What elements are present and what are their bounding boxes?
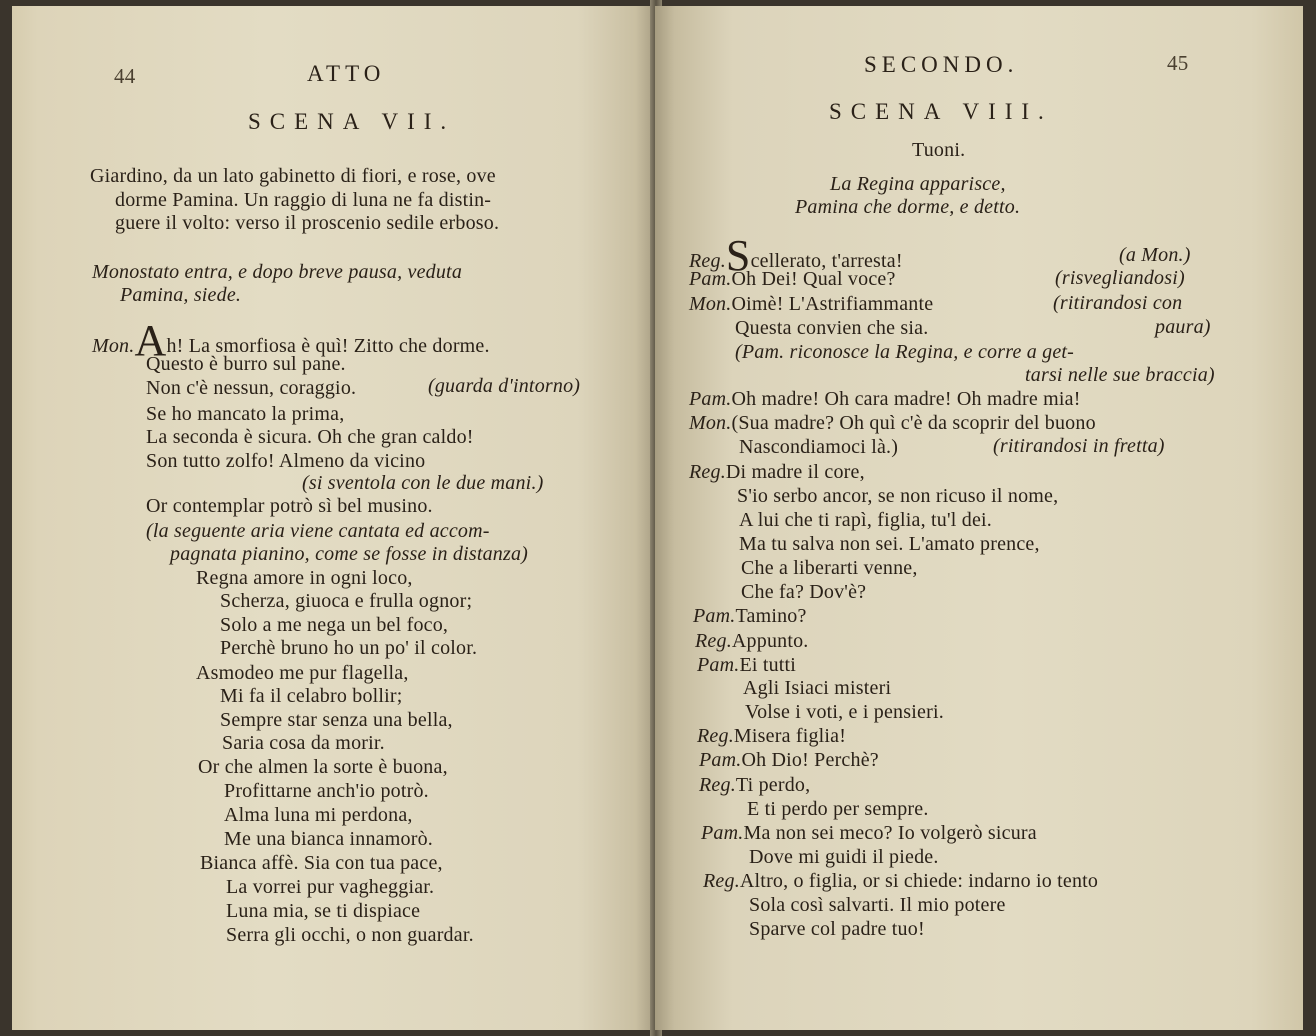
dialogue-line (689, 267, 896, 291)
aria-line: Mi fa il celabro bollir; (220, 685, 403, 707)
speaker-label: Mon. (92, 335, 135, 357)
speaker-label: Mon. (689, 412, 732, 434)
speaker-label: Reg. (695, 630, 732, 652)
stage-direction: La Regina apparisce, (830, 173, 1006, 195)
aria-line: La vorrei pur vagheggiar. (226, 876, 435, 898)
dialogue-line: La seconda è sicura. Oh che gran caldo! (146, 426, 474, 448)
speaker-label: Reg. (697, 725, 734, 747)
scene-subtitle: Tuoni. (912, 139, 966, 161)
aria-line: Luna mia, se ti dispiace (226, 900, 421, 922)
aside: paura) (1155, 316, 1211, 338)
dialogue-line: Questa convien che sia. (735, 317, 929, 339)
stage-direction: tarsi nelle sue braccia) (1025, 364, 1215, 386)
dialogue-line: Ma tu salva non sei. L'amato prence, (739, 533, 1040, 555)
speaker-label: Pam. (689, 388, 732, 410)
dialogue-line: S'io serbo ancor, se non ricuso il nome, (737, 485, 1059, 507)
dialogue-line (689, 460, 865, 484)
page-number: 45 (1167, 51, 1189, 75)
speaker-label: Pam. (697, 654, 740, 676)
aside: (si sventola con le due mani.) (302, 472, 544, 494)
aria-line: Bianca affè. Sia con tua pace, (200, 852, 443, 874)
dialogue-line (689, 387, 1081, 411)
dialogue-line (695, 629, 809, 653)
dialogue-text: cellerato, t'arresta! (750, 250, 903, 272)
dialogue-text: (Sua madre? Oh quì c'è da scoprir del buono (731, 412, 1096, 434)
scene-title: SCENA VIII. (829, 99, 1053, 124)
dialogue-line (693, 604, 807, 628)
dialogue-text: Appunto. (731, 630, 809, 652)
speaker-label: Mon. (689, 293, 732, 315)
dialogue-line: Non c'è nessun, coraggio. (146, 377, 357, 399)
dialogue-line: Sparve col padre tuo! (749, 918, 925, 940)
dialogue-line: Nascondiamoci là.) (739, 436, 899, 458)
left-page (12, 6, 655, 1030)
aside: (ritirandosi con (1053, 292, 1183, 314)
scene-title: SCENA VII. (248, 109, 456, 134)
page-number: 44 (114, 64, 136, 88)
aria-line: Regna amore in ogni loco, (196, 567, 413, 589)
aria-line: Or che almen la sorte è buona, (198, 756, 448, 778)
stage-direction: Monostato entra, e dopo breve pausa, veduta (92, 261, 463, 283)
dialogue-line: Sola così salvarti. Il mio potere (749, 894, 1006, 916)
dialogue-text: Tamino? (735, 605, 807, 627)
drop-cap: A (134, 316, 167, 365)
dialogue-line: Che a liberarti venne, (741, 557, 918, 579)
speaker-label: Pam. (689, 268, 732, 290)
dialogue-line (699, 773, 810, 797)
dialogue-text: Ma non sei meco? Io volgerò sicura (743, 822, 1037, 844)
dialogue-line (701, 821, 1037, 845)
dialogue-line: Che fa? Dov'è? (741, 581, 867, 603)
stage-direction: Pamina che dorme, e detto. (795, 196, 1021, 218)
dialogue-text: Oh Dio! Perchè? (741, 749, 879, 771)
dialogue-text: Oh Dei! Qual voce? (731, 268, 896, 290)
stage-direction: Pamina, siede. (120, 284, 242, 306)
dialogue-text: Ei tutti (739, 654, 797, 676)
setting-line: Giardino, da un lato gabinetto di fiori, e rose, ove (90, 165, 496, 187)
aria-line: Alma luna mi perdona, (224, 804, 413, 826)
running-head: SECONDO. (864, 52, 1019, 77)
dialogue-line: Se ho mancato la prima, (146, 403, 345, 425)
right-page (655, 6, 1303, 1030)
dialogue-line (699, 748, 879, 772)
dialogue-text: Altro, o figlia, or si chiede: indarno io tento (739, 870, 1099, 892)
speaker-label: Pam. (693, 605, 736, 627)
dialogue-line: E ti perdo per sempre. (747, 798, 929, 820)
aria-line: Saria cosa da morir. (222, 732, 385, 754)
speaker-label: Reg. (699, 774, 736, 796)
aria-line: Sempre star senza una bella, (220, 709, 453, 731)
drop-cap: S (725, 231, 751, 280)
dialogue-line (697, 724, 846, 748)
aside: (risvegliandosi) (1055, 267, 1185, 289)
dialogue-text: Oimè! L'Astrifiammante (731, 293, 934, 315)
setting-line: guere il volto: verso il proscenio sedile erboso. (115, 212, 500, 234)
aria-line: Scherza, giuoca e frulla ognor; (220, 590, 473, 612)
aside: (a Mon.) (1119, 244, 1191, 266)
dialogue-line: Son tutto zolfo! Almeno da vicino (146, 450, 426, 472)
aria-line: Perchè bruno ho un po' il color. (220, 637, 478, 659)
aria-line: Solo a me nega un bel foco, (220, 614, 449, 636)
dialogue-text: Di madre il core, (725, 461, 865, 483)
dialogue-line (689, 292, 933, 316)
speaker-label: Reg. (703, 870, 740, 892)
speaker-label: Pam. (701, 822, 744, 844)
speaker-label: Reg. (689, 461, 726, 483)
dialogue-line: Volse i voti, e i pensieri. (745, 701, 944, 723)
speaker-label: Reg. (689, 250, 726, 272)
dialogue-line: Dove mi guidi il piede. (749, 846, 939, 868)
aria-direction: pagnata pianino, come se fosse in distanza) (170, 543, 529, 565)
dialogue-line (697, 653, 796, 677)
aria-line: Serra gli occhi, o non guardar. (226, 924, 474, 946)
aria-line: Profittarne anch'io potrò. (224, 780, 429, 802)
dialogue-line: Or contemplar potrò sì bel musino. (146, 495, 433, 517)
dialogue-line (703, 869, 1098, 893)
aria-line: Me una bianca innamorò. (224, 828, 433, 850)
stage-direction: (Pam. riconosce la Regina, e corre a get- (735, 341, 1075, 363)
dialogue-text: h! La smorfiosa è quì! Zitto che dorme. (166, 335, 490, 357)
dialogue-line: Agli Isiaci misteri (743, 677, 892, 699)
aria-direction: (la seguente aria viene cantata ed accom- (146, 520, 490, 542)
dialogue-line: A lui che ti rapì, figlia, tu'l dei. (739, 509, 992, 531)
aria-line: Asmodeo me pur flagella, (196, 662, 409, 684)
running-head: ATTO (307, 61, 386, 86)
setting-line: dorme Pamina. Un raggio di luna ne fa distin- (115, 189, 492, 211)
dialogue-line (689, 411, 1096, 435)
dialogue-line: Questo è burro sul pane. (146, 353, 346, 375)
dialogue-text: Ti perdo, (735, 774, 811, 796)
dialogue-text: Oh madre! Oh cara madre! Oh madre mia! (731, 388, 1081, 410)
aside: (guarda d'intorno) (428, 375, 581, 397)
speaker-label: Pam. (699, 749, 742, 771)
aside: (ritirandosi in fretta) (993, 435, 1165, 457)
dialogue-text: Misera figlia! (733, 725, 847, 747)
